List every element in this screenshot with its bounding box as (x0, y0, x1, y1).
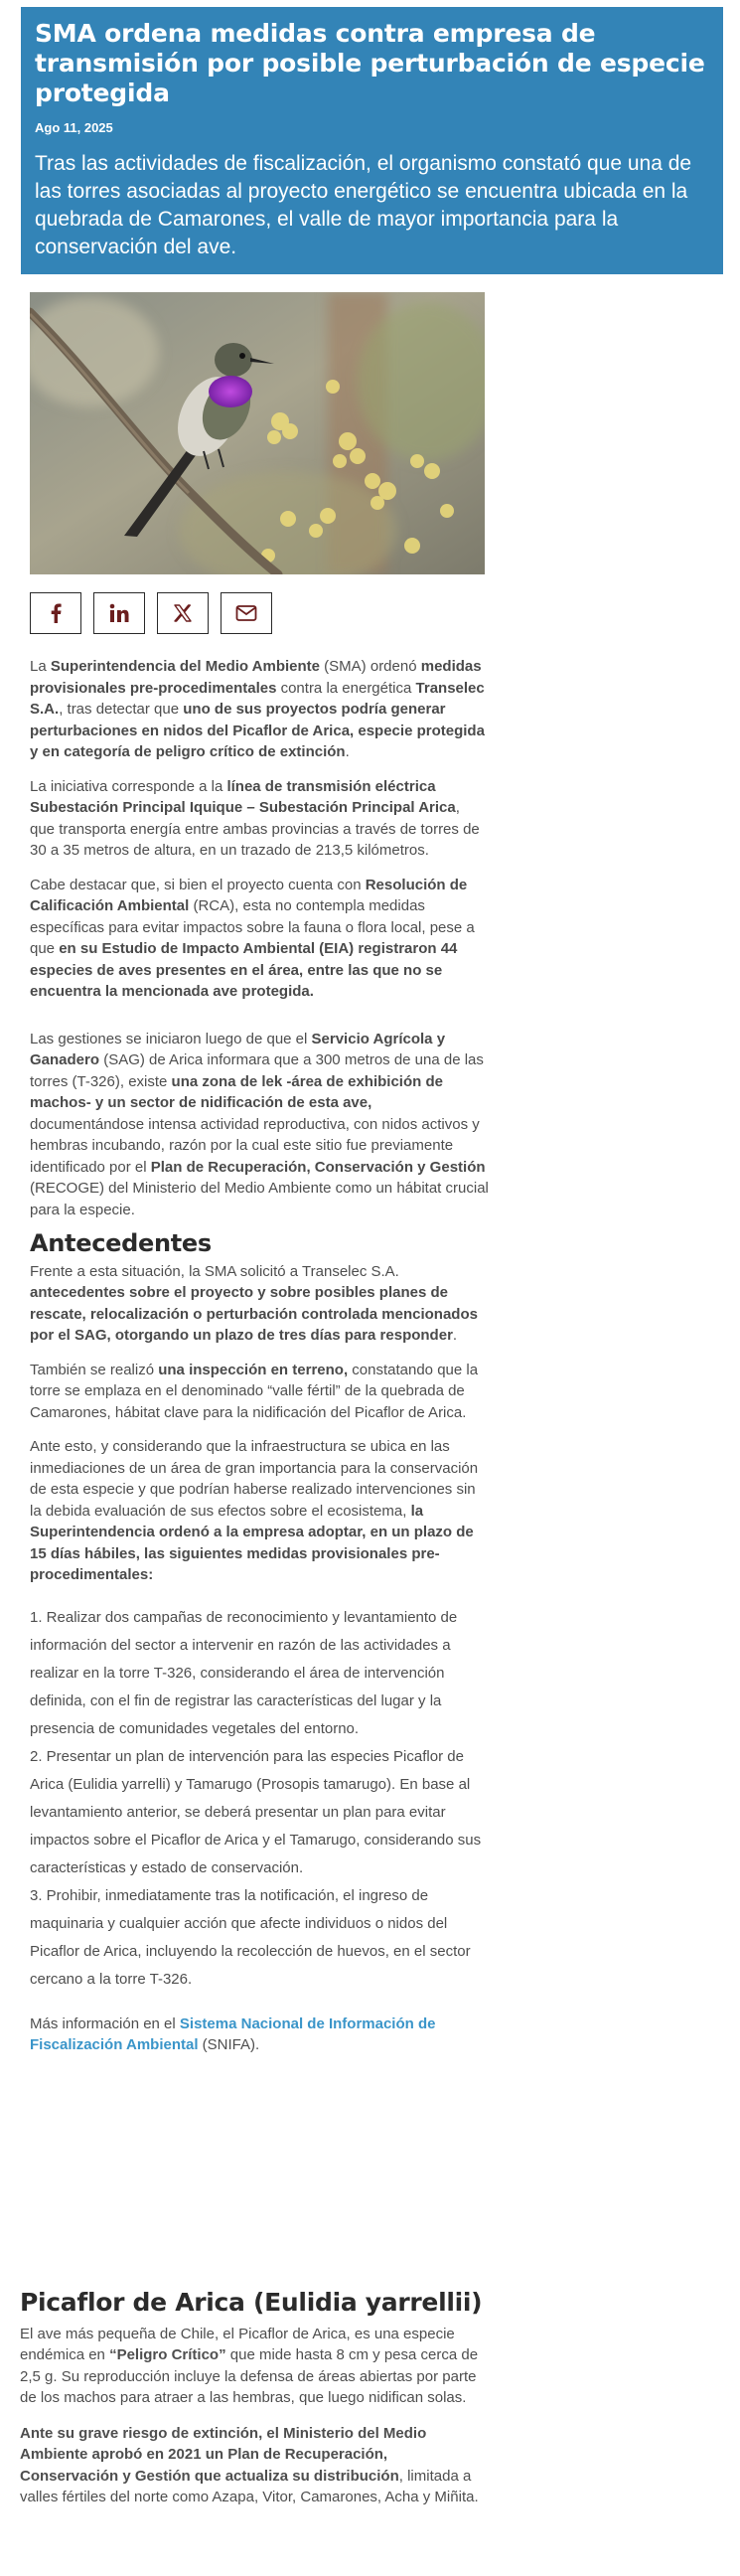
more-info: Más información en el Sistema Nacional de Información de Fiscalización Ambiental (SNIFA). (30, 2014, 436, 2053)
share-email-button[interactable] (221, 592, 272, 634)
article-header (21, 7, 723, 274)
share-x-button[interactable] (157, 592, 209, 634)
share-bar (30, 592, 272, 634)
measure-item: 3. Prohibir, inmediatamente tras la notificación, el ingreso de maquinaria y cualquier acción que afecte individuos o nidos del Picaflor de Arica, incluyendo la recolección de huevos, en el sector cercano a la torre T-326. (30, 1886, 471, 1988)
species-section (20, 2288, 487, 2522)
paragraph-sag: Las gestiones se iniciaron luego de que el Servicio Agrícola y Ganadero (SAG) de Arica informara que a 300 metros de una de las torres (T-326), existe una zona de lek -área de exhibición de machos- y un sector de nidificación de esta ave, documentándose intensa actividad reproductiva, con nidos activos y hembras incubando, razón por la cual este sitio fue previamente identificado por el Plan de Recuperación, Conservación y Gestión (RECOGE) del Ministerio del Medio Ambiente como un hábitat crucial para la especie. (30, 1030, 489, 1218)
article-body (30, 656, 489, 2069)
linkedin-icon (109, 603, 129, 623)
snifa-link[interactable]: Sistema Nacional de Información de Fiscalización Ambiental (30, 2014, 436, 2053)
x-icon (173, 603, 193, 623)
paragraph-project: La iniciativa corresponde a la línea de transmisión eléctrica Subestación Principal Iquique – Subestación Principal Arica, que transporta energía entre ambas provincias a través de torres de 30 a 35 metros de altura, en un trazado de 213,5 kilómetros. (30, 777, 480, 859)
measure-item: 2. Presentar un plan de intervención para las especies Picaflor de Arica (Eulidia yarrelli) y Tamarugo (Prosopis tamarugo). En base al levantamiento anterior, se deberá presentar un plan para evitar impactos sobre el Picaflor de Arica y el Tamarugo, considerando sus características y estado de conservación. (30, 1747, 482, 1876)
share-linkedin-button[interactable] (93, 592, 145, 634)
paragraph-order: Ante esto, y considerando que la infraestructura se ubica en las inmediaciones de un área de gran importancia para la conservación de esta especie y que podrían haberse realizado intervenciones sin la debida evaluación de sus efectos sobre el ecosistema, la Superintendencia ordenó a la empresa adoptar, en un plazo de 15 días hábiles, las siguientes medidas provisionales pre-procedimentales: (30, 1438, 479, 1583)
facebook-icon (47, 603, 65, 623)
measures-list (30, 1604, 489, 1994)
article-title: SMA ordena medidas contra empresa de transmisión por posible perturbación de especie protegida (35, 19, 705, 107)
email-icon (235, 604, 257, 622)
section-heading-antecedentes: Antecedentes (30, 1229, 212, 1257)
species-heading: Picaflor de Arica (Eulidia yarrellii) (20, 2288, 483, 2317)
article-lede: Tras las actividades de fiscalización, el organismo constató que una de las torres asociadas al proyecto energético se encuentra ubicada en la quebrada de Camarones, el valle de mayor importancia para la conservación del ave. (35, 152, 692, 258)
species-description: El ave más pequeña de Chile, el Picaflor de Arica, es una especie endémica en “Peligro Crítico” que mide hasta 8 cm y pesa cerca de 2,5 g. Su reproducción incluye la defensa de áreas abiertas por parte de los machos para atraer a las hembras, que luego nidifican solas. (20, 2325, 479, 2406)
article-photo (30, 292, 485, 574)
species-plan: Ante su grave riesgo de extinción, el Ministerio del Medio Ambiente aprobó en 2021 un Plan de Recuperación, Conservación y Gestión que actualiza su distribución, limitada a valles fértiles del norte como Azapa, Vitor, Camarones, Acha y Miñita. (20, 2424, 479, 2505)
publish-date: Ago 11, 2025 (35, 120, 113, 135)
paragraph-intro: La Superintendencia del Medio Ambiente (SMA) ordenó medidas provisionales pre-procedimentales contra la energética Transelec S.A., tras detectar que uno de sus proyectos podría generar perturbaciones en nidos del Picaflor de Arica, especie protegida y en categoría de peligro crítico de extinción. (30, 658, 485, 760)
paragraph-rca: Cabe destacar que, si bien el proyecto cuenta con Resolución de Calificación Ambiental (RCA), esta no contempla medidas específicas para evitar impactos sobre la fauna o flora local, pese a que en su Estudio de Impacto Ambiental (EIA) registraron 44 especies de aves presentes en el área, entre las que no se encuentra la mencionada ave protegida. (30, 876, 475, 1000)
share-facebook-button[interactable] (30, 592, 81, 634)
paragraph-antecedentes: Frente a esta situación, la SMA solicitó a Transelec S.A. antecedentes sobre el proyecto y sobre posibles planes de rescate, relocalización o perturbación controlada mencionados por el SAG, otorgando un plazo de tres días para responder. (30, 1262, 478, 1344)
measure-item: 1. Realizar dos campañas de reconocimiento y levantamiento de información del sector a intervenir en razón de las actividades a realizar en la torre T-326, considerando el área de intervención definida, con el fin de registrar las características del lugar y la presencia de comunidades vegetales del entorno. (30, 1608, 458, 1737)
paragraph-inspection: También se realizó una inspección en terreno, constatando que la torre se emplaza en el denominado “valle fértil” de la quebrada de Camarones, hábitat clave para la nidificación del Picaflor de Arica. (30, 1361, 479, 1421)
hummingbird-photo (30, 292, 485, 574)
